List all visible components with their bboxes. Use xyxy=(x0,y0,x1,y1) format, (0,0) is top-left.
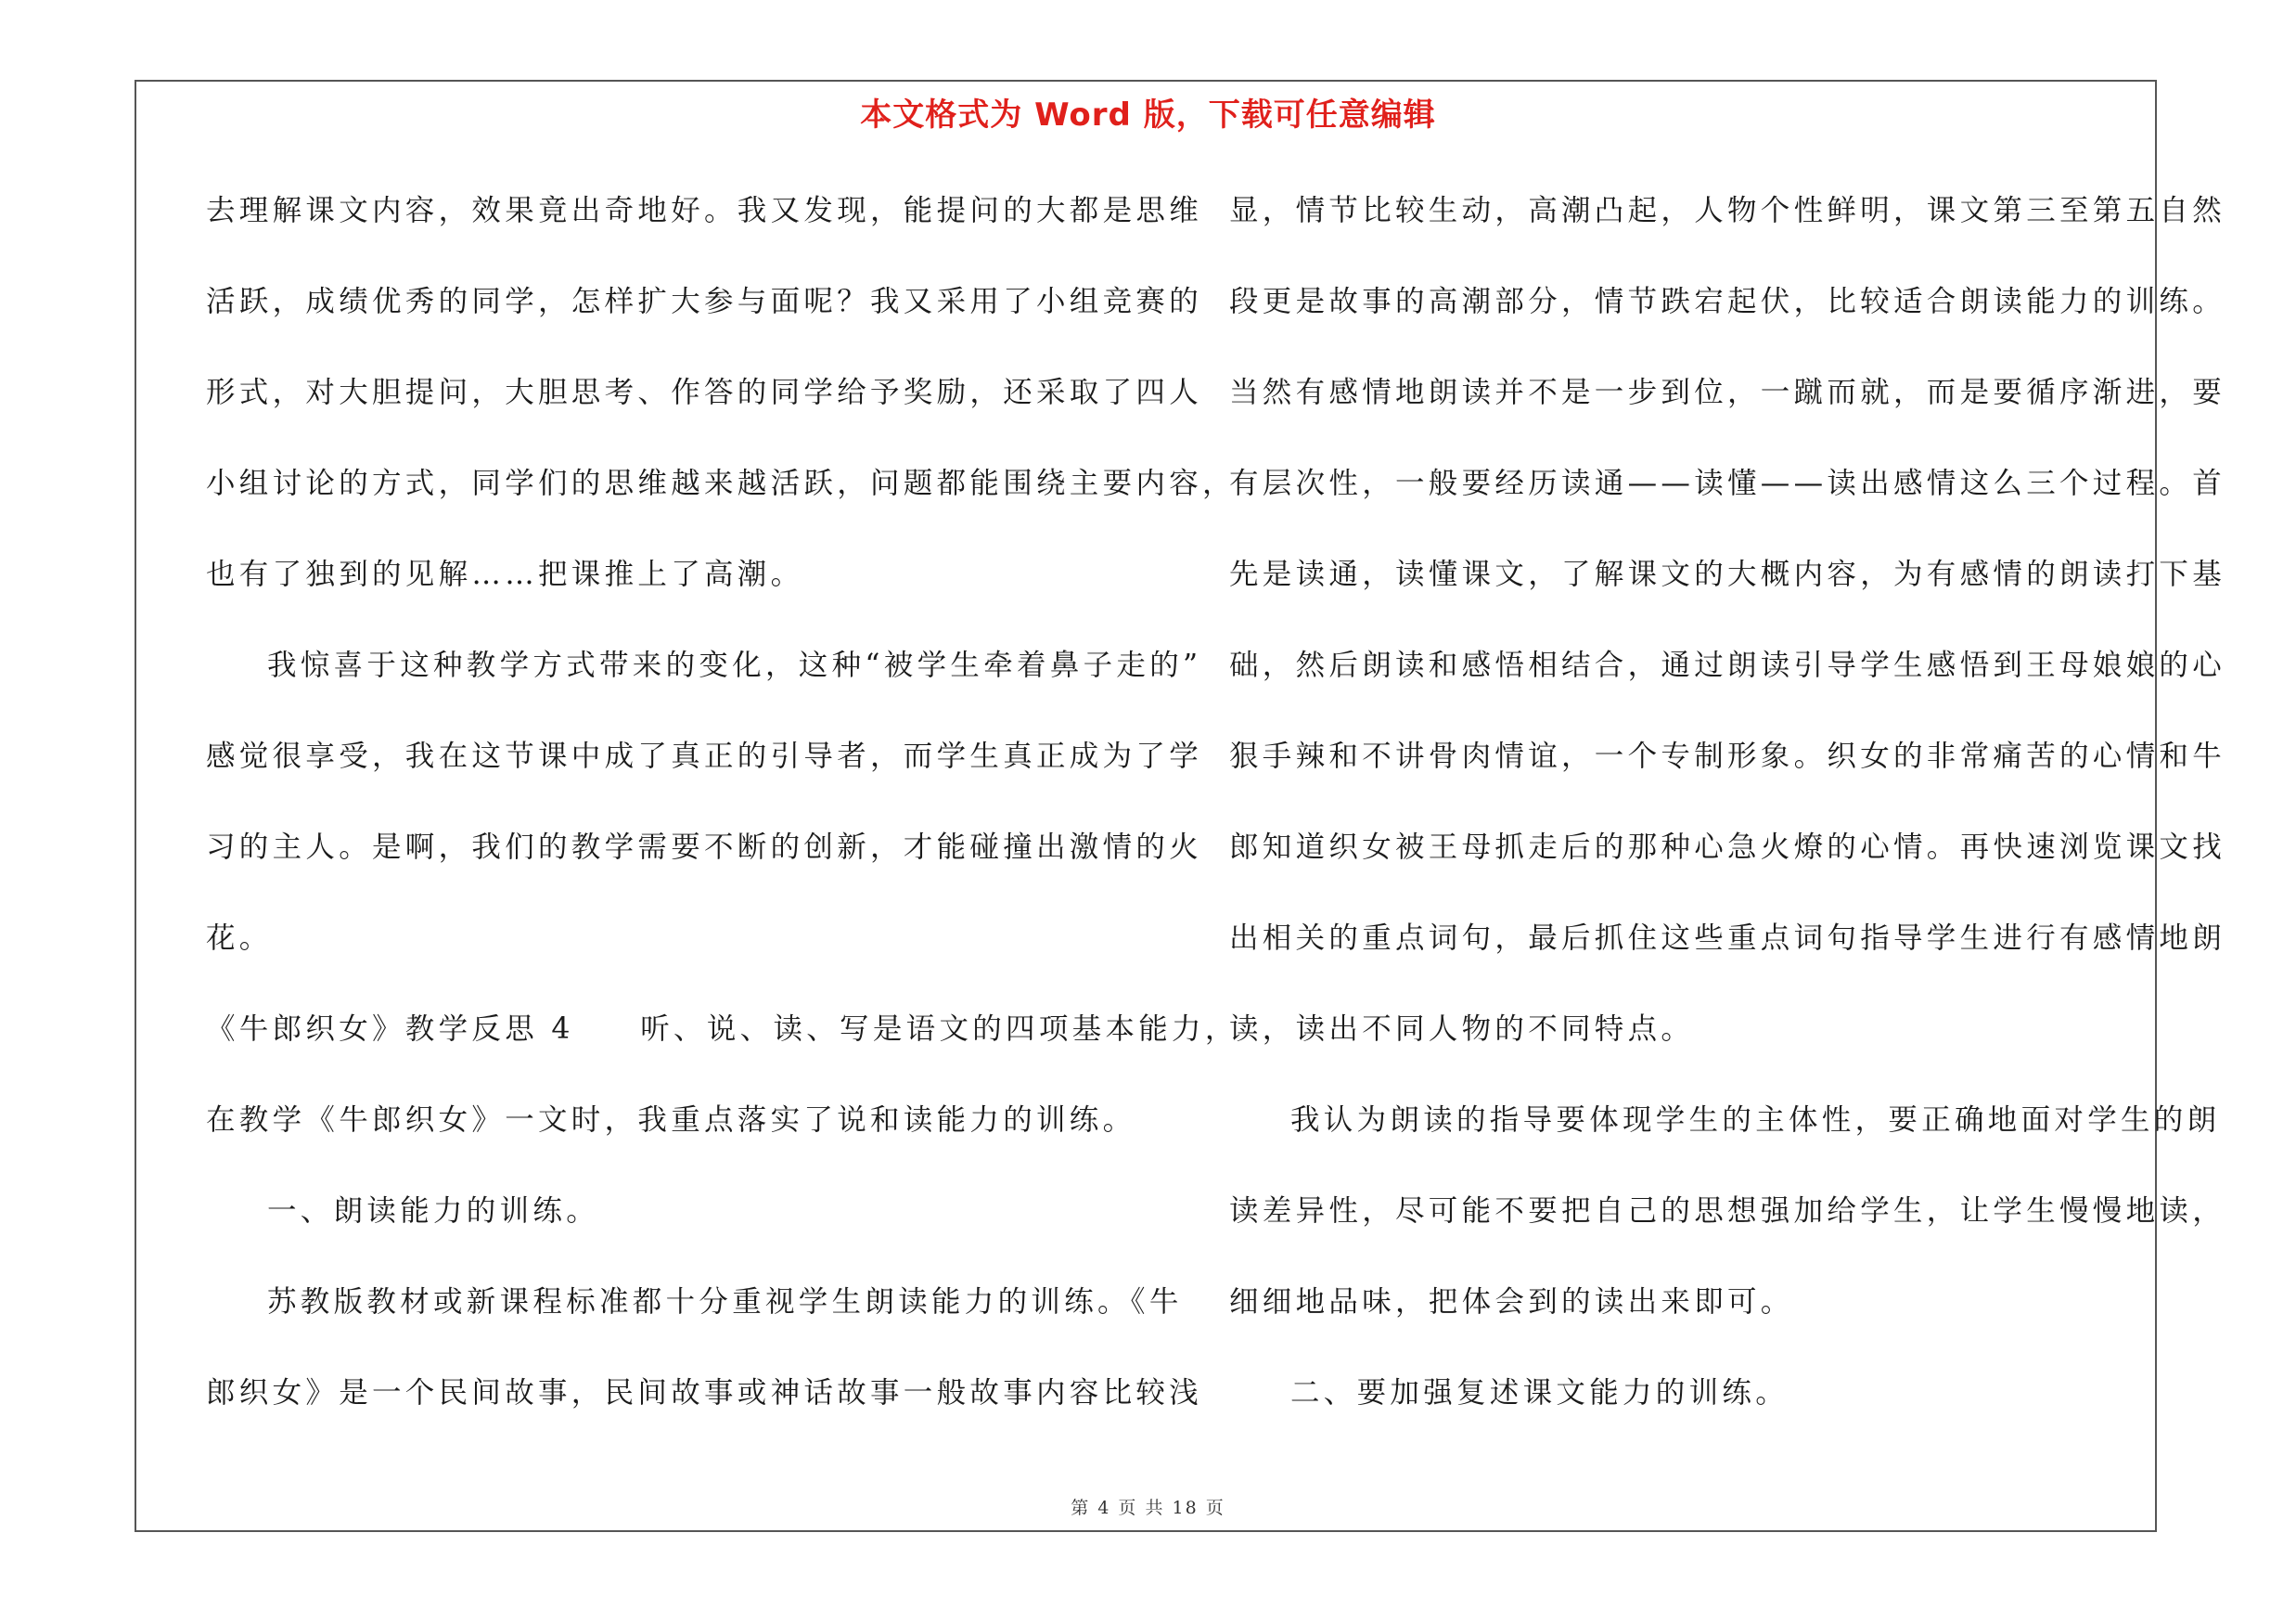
text-line: 苏教版教材或新课程标准都十分重视学生朗读能力的训练。《牛 xyxy=(267,1285,1183,1319)
text-line: 我认为朗读的指导要体现学生的主体性，要正确地面对学生的朗 xyxy=(1290,1103,2221,1137)
text-line: 读差异性，尽可能不要把自己的思想强加给学生，让学生慢慢地读， xyxy=(1229,1194,2226,1228)
text-line: 郎织女》是一个民间故事，民间故事或神话故事一般故事内容比较浅 xyxy=(206,1376,1203,1410)
text-line: 二、要加强复述课文能力的训练。 xyxy=(1290,1376,1789,1410)
text-line: 去理解课文内容，效果竟出奇地好。我又发现，能提问的大都是思维 xyxy=(206,194,1203,227)
text-line: 感觉很享受，我在这节课中成了真正的引导者，而学生真正成为了学 xyxy=(206,740,1203,773)
text-line: 细细地品味，把体会到的读出来即可。 xyxy=(1229,1285,1794,1319)
text-line: 花。 xyxy=(206,921,273,955)
left-text-column xyxy=(206,183,1238,1456)
document-header-title: 本文格式为 Word 版，下载可任意编辑 xyxy=(860,97,1436,134)
text-line: 在教学《牛郎织女》一文时，我重点落实了说和读能力的训练。 xyxy=(206,1103,1136,1137)
text-line: 显，情节比较生动，高潮凸起，人物个性鲜明，课文第三至第五自然 xyxy=(1229,194,2226,227)
text-line: 有层次性，一般要经历读通——读懂——读出感情这么三个过程。首 xyxy=(1229,467,2226,500)
text-line: 《牛郎织女》教学反思 4 听、说、读、写是语文的四项基本能力， xyxy=(206,1012,1238,1046)
text-line: 先是读通，读懂课文，了解课文的大概内容，为有感情的朗读打下基 xyxy=(1229,558,2226,591)
text-line: 我惊喜于这种教学方式带来的变化，这种“被学生牵着鼻子走的” xyxy=(267,649,1202,682)
right-text-column xyxy=(1229,183,2226,1456)
text-line: 小组讨论的方式，同学们的思维越来越活跃，问题都能围绕主要内容， xyxy=(206,467,1236,500)
text-line: 习的主人。是啊，我们的教学需要不断的创新，才能碰撞出激情的火 xyxy=(206,831,1203,864)
text-line: 也有了独到的见解……把课推上了高潮。 xyxy=(206,558,804,591)
text-line: 一、朗读能力的训练。 xyxy=(267,1194,600,1228)
text-line: 出相关的重点词句，最后抓住这些重点词句指导学生进行有感情地朗 xyxy=(1229,921,2226,955)
text-line: 狠手辣和不讲骨肉情谊，一个专制形象。织女的非常痛苦的心情和牛 xyxy=(1229,740,2226,773)
text-line: 活跃，成绩优秀的同学，怎样扩大参与面呢？我又采用了小组竞赛的 xyxy=(206,285,1203,318)
page-number-footer: 第 4 页 共 18 页 xyxy=(1071,1498,1225,1518)
text-line: 段更是故事的高潮部分，情节跌宕起伏，比较适合朗读能力的训练。 xyxy=(1229,285,2226,318)
text-line: 读，读出不同人物的不同特点。 xyxy=(1229,1012,1695,1046)
text-line: 当然有感情地朗读并不是一步到位，一蹴而就，而是要循序渐进，要 xyxy=(1229,376,2226,409)
text-line: 郎知道织女被王母抓走后的那种心急火燎的心情。再快速浏览课文找 xyxy=(1229,831,2226,864)
text-line: 形式，对大胆提问，大胆思考、作答的同学给予奖励，还采取了四人 xyxy=(206,376,1203,409)
text-line: 础，然后朗读和感悟相结合，通过朗读引导学生感悟到王母娘娘的心 xyxy=(1229,649,2226,682)
